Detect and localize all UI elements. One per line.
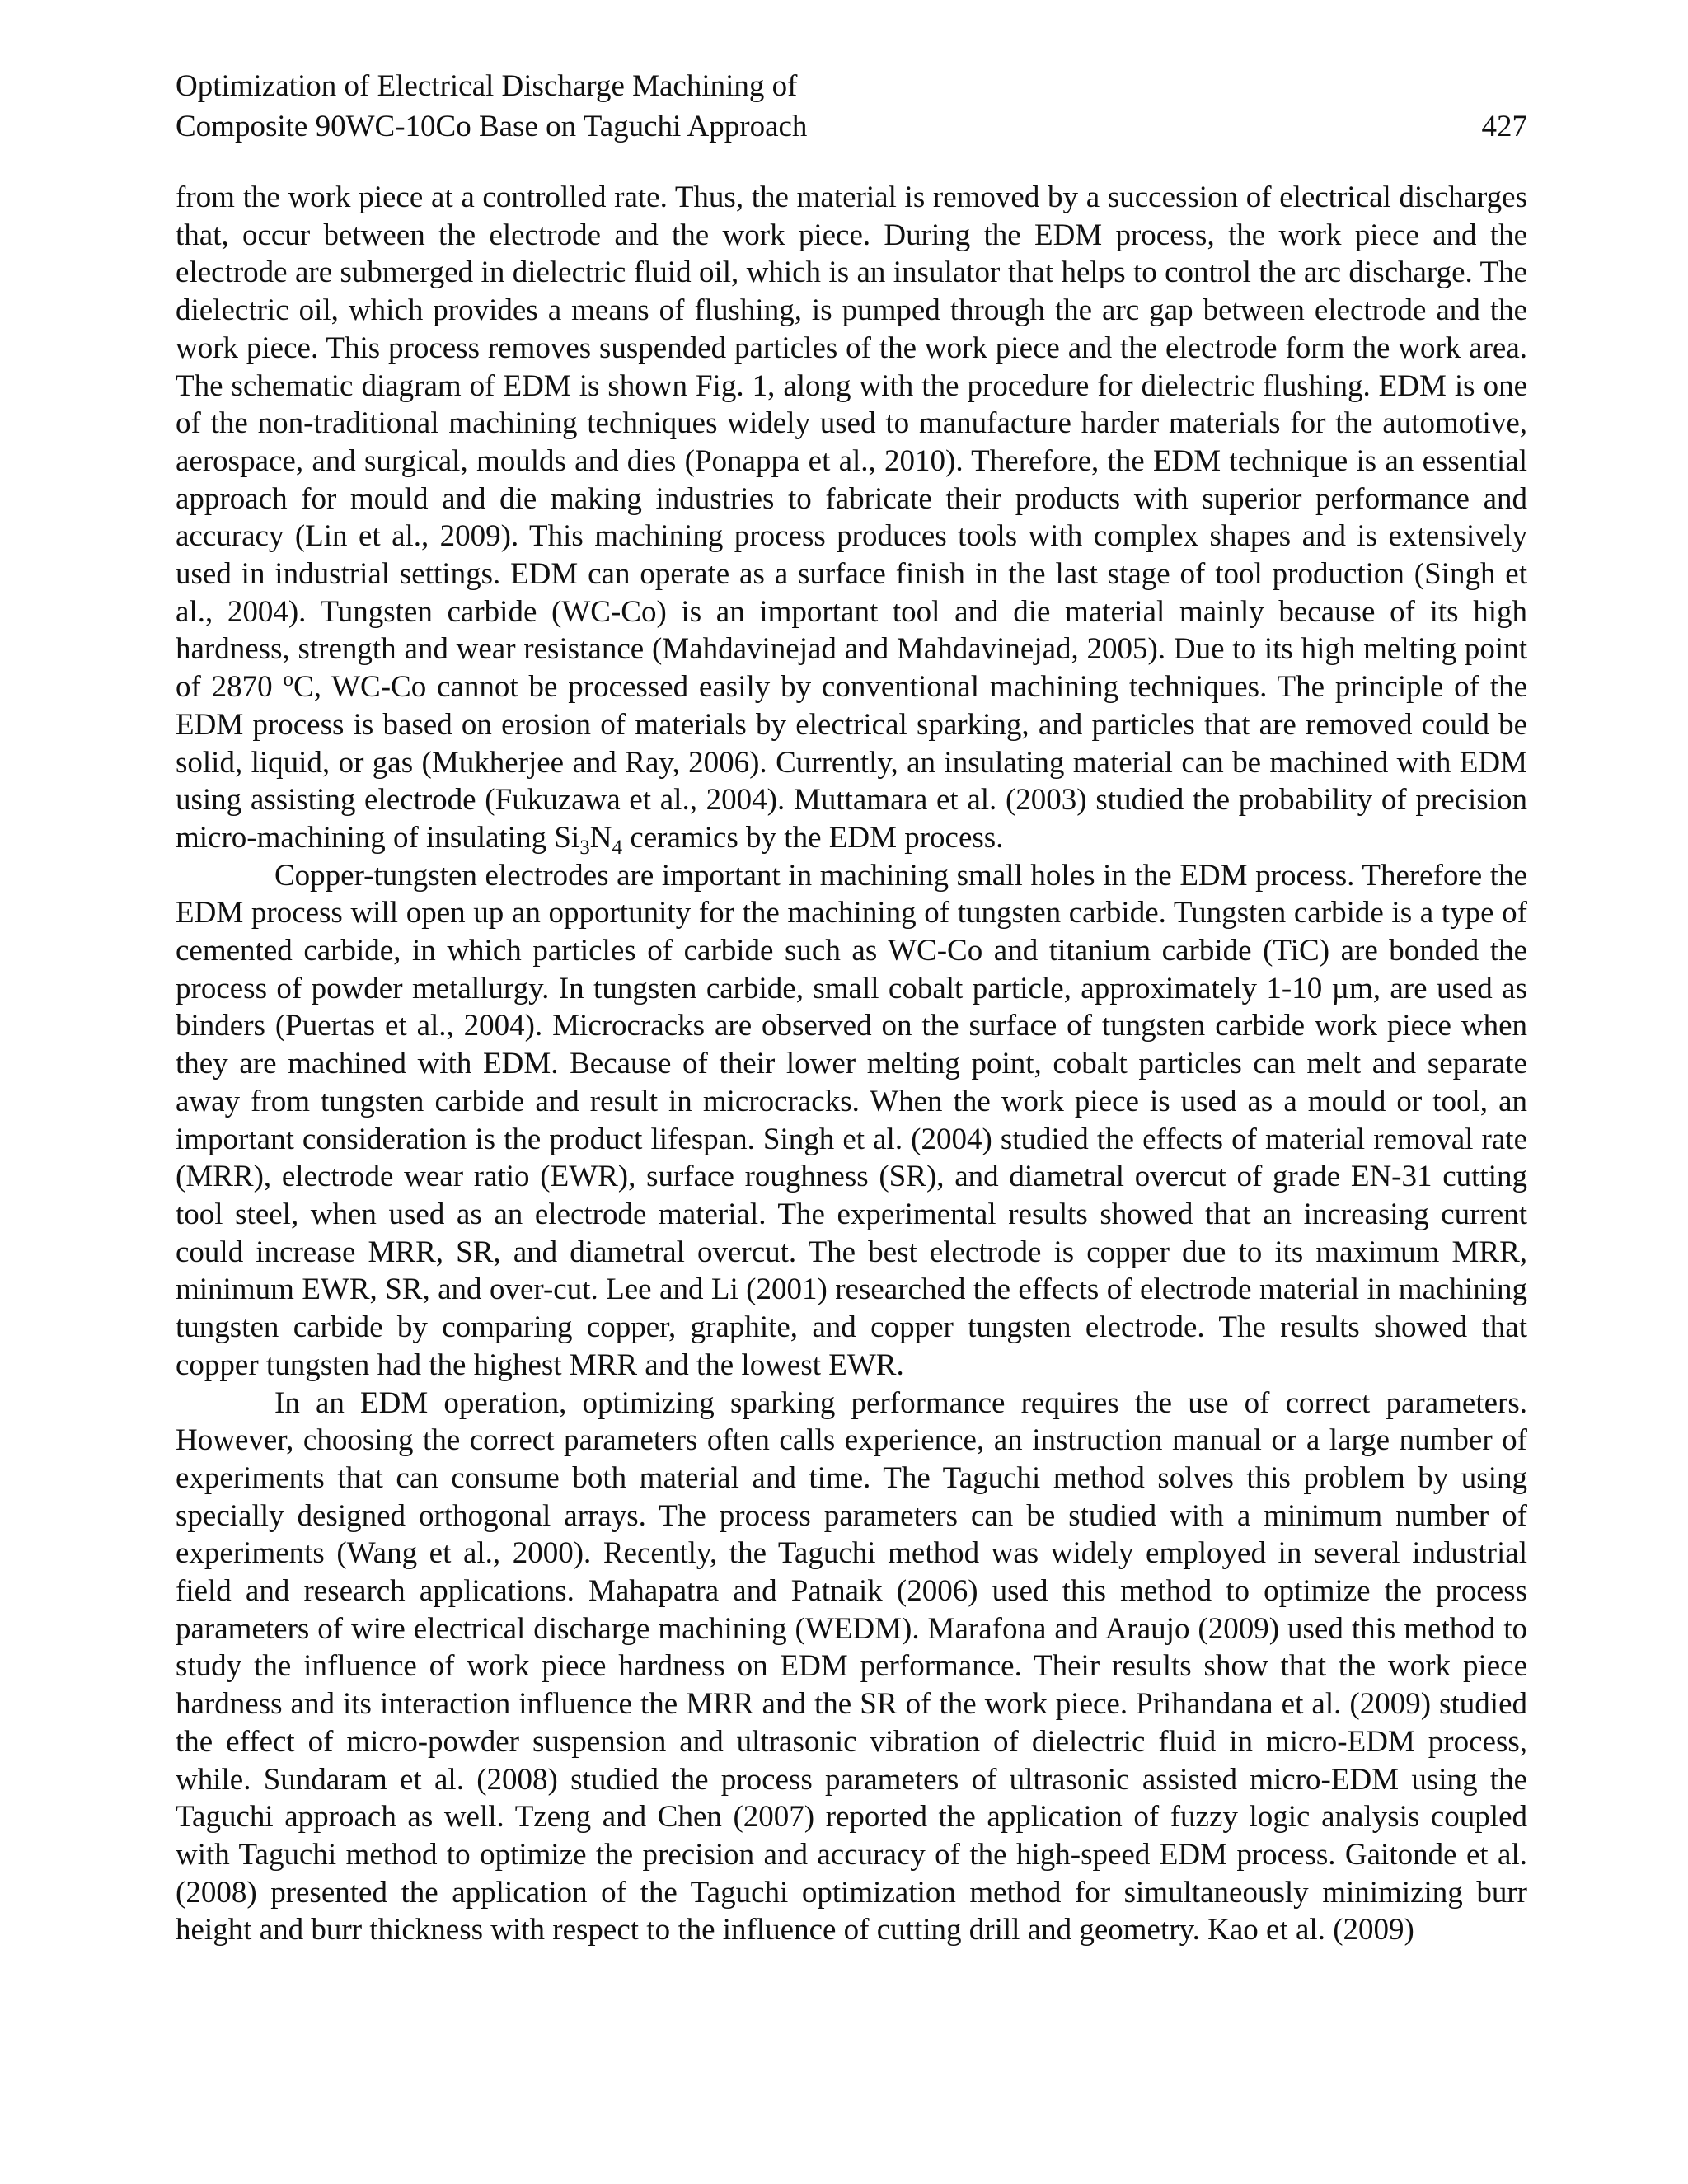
paragraph-1-part-b: C, WC-Co cannot be processed easily by conventional machining techniques. The principle of the EDM process is based on erosion of materials by electrical sparking, and particles that are removed could be solid, liquid, or gas (Mukherjee and Ray, 2006). Currently, an insulating material can be machined with EDM using assisting electrode (Fukuzawa et al., 2004). Muttamara et al. (2003) studied the probability of precision micro-machining of insulating Si bbox=[176, 670, 1527, 855]
subscript-4: 4 bbox=[612, 837, 623, 860]
subscript-3: 3 bbox=[579, 837, 590, 860]
degree-superscript: o bbox=[283, 668, 294, 691]
paragraph-1-part-d: ceramics by the EDM process. bbox=[622, 820, 1004, 855]
running-header bbox=[176, 66, 1527, 147]
header-title-line-1: Optimization of Electrical Discharge Machining of bbox=[176, 69, 798, 103]
paragraph-3: In an EDM operation, optimizing sparking performance requires the use of correct parameters. However, choosing the correct parameters often calls experience, an instruction manual or a large number of experiments that can consume both material and time. The Taguchi method solves this problem by using specially designed orthogonal arrays. The process parameters can be studied with a minimum number of experiments (Wang et al., 2000). Recently, the Taguchi method was widely employed in several industrial field and research applications. Mahapatra and Patnaik (2006) used this method to optimize the process parameters of wire electrical discharge machining (WEDM). Marafona and Araujo (2009) used this method to study the influence of work piece hardness on EDM performance. Their results show that the work piece hardness and its interaction influence the MRR and the SR of the work piece. Prihandana et al. (2009) studied the effect of micro-powder suspension and ultrasonic vibration of dielectric fluid in micro-EDM process, while. Sundaram et al. (2008) studied the process parameters of ultrasonic assisted micro-EDM using the Taguchi approach as well. Tzeng and Chen (2007) reported the application of fuzzy logic analysis coupled with Taguchi method to optimize the precision and accuracy of the high-speed EDM process. Gaitonde et al. (2008) presented the application of the Taguchi optimization method for simultaneously minimizing burr height and burr thickness with respect to the influence of cutting drill and geometry. Kao et al. (2009) bbox=[176, 1385, 1527, 1947]
paragraph-1 bbox=[176, 179, 1527, 860]
header-title-line-2: Composite 90WC-10Co Base on Taguchi Approach bbox=[176, 110, 808, 143]
paragraph-1-part-a: from the work piece at a controlled rate. Thus, the material is removed by a succession of electrical discharges that, occur between the electrode and the work piece. During the EDM process, the work piece and the electrode are submerged in dielectric fluid oil, which is an insulator that helps to control the arc discharge. The dielectric oil, which provides a means of flushing, is pumped through the arc gap between electrode and the work piece. This process removes suspended particles of the work piece and the electrode form the work area. The schematic diagram of EDM is shown Fig. 1, along with the procedure for dielectric flushing. EDM is one of the non-traditional machining techniques widely used to manufacture harder materials for the automotive, aerospace, and surgical, moulds and dies (Ponappa et al., 2010). Therefore, the EDM technique is an essential approach for mould and die making industries to fabricate their products with superior performance and accuracy (Lin et al., 2009). This machining process produces tools with complex shapes and is extensively used in industrial settings. EDM can operate as a surface finish in the last stage of tool production (Singh et al., 2004). Tungsten carbide (WC-Co) is an important tool and die material mainly because of its high hardness, strength and wear resistance (Mahdavinejad and Mahdavinejad, 2005). Due to its high melting point of 2870 bbox=[176, 180, 1527, 705]
body-text bbox=[176, 179, 1527, 1949]
paragraph-1-part-c: N bbox=[589, 820, 612, 855]
page-number: 427 bbox=[1481, 110, 1527, 143]
paragraph-2: Copper-tungsten electrodes are important in machining small holes in the EDM process. Therefore the EDM process will open up an opportunity for the machining of tungsten carbide. Tungsten carbide is a type of cemented carbide, in which particles of carbide such as WC-Co and titanium carbide (TiC) are bonded the process of powder metallurgy. In tungsten carbide, small cobalt particle, approximately 1-10 µm, are used as binders (Puertas et al., 2004). Microcracks are observed on the surface of tungsten carbide work piece when they are machined with EDM. Because of their lower melting point, cobalt particles can melt and separate away from tungsten carbide and result in microcracks. When the work piece is used as a mould or tool, an important consideration is the product lifespan. Singh et al. (2004) studied the effects of material removal rate (MRR), electrode wear ratio (EWR), surface roughness (SR), and diametral overcut of grade EN-31 cutting tool steel, when used as an electrode material. The experimental results showed that an increasing current could increase MRR, SR, and diametral overcut. The best electrode is copper due to its maximum MRR, minimum EWR, SR, and over-cut. Lee and Li (2001) researched the effects of electrode material in machining tungsten carbide by comparing copper, graphite, and copper tungsten electrode. The results showed that copper tungsten had the highest MRR and the lowest EWR. bbox=[176, 858, 1527, 1382]
